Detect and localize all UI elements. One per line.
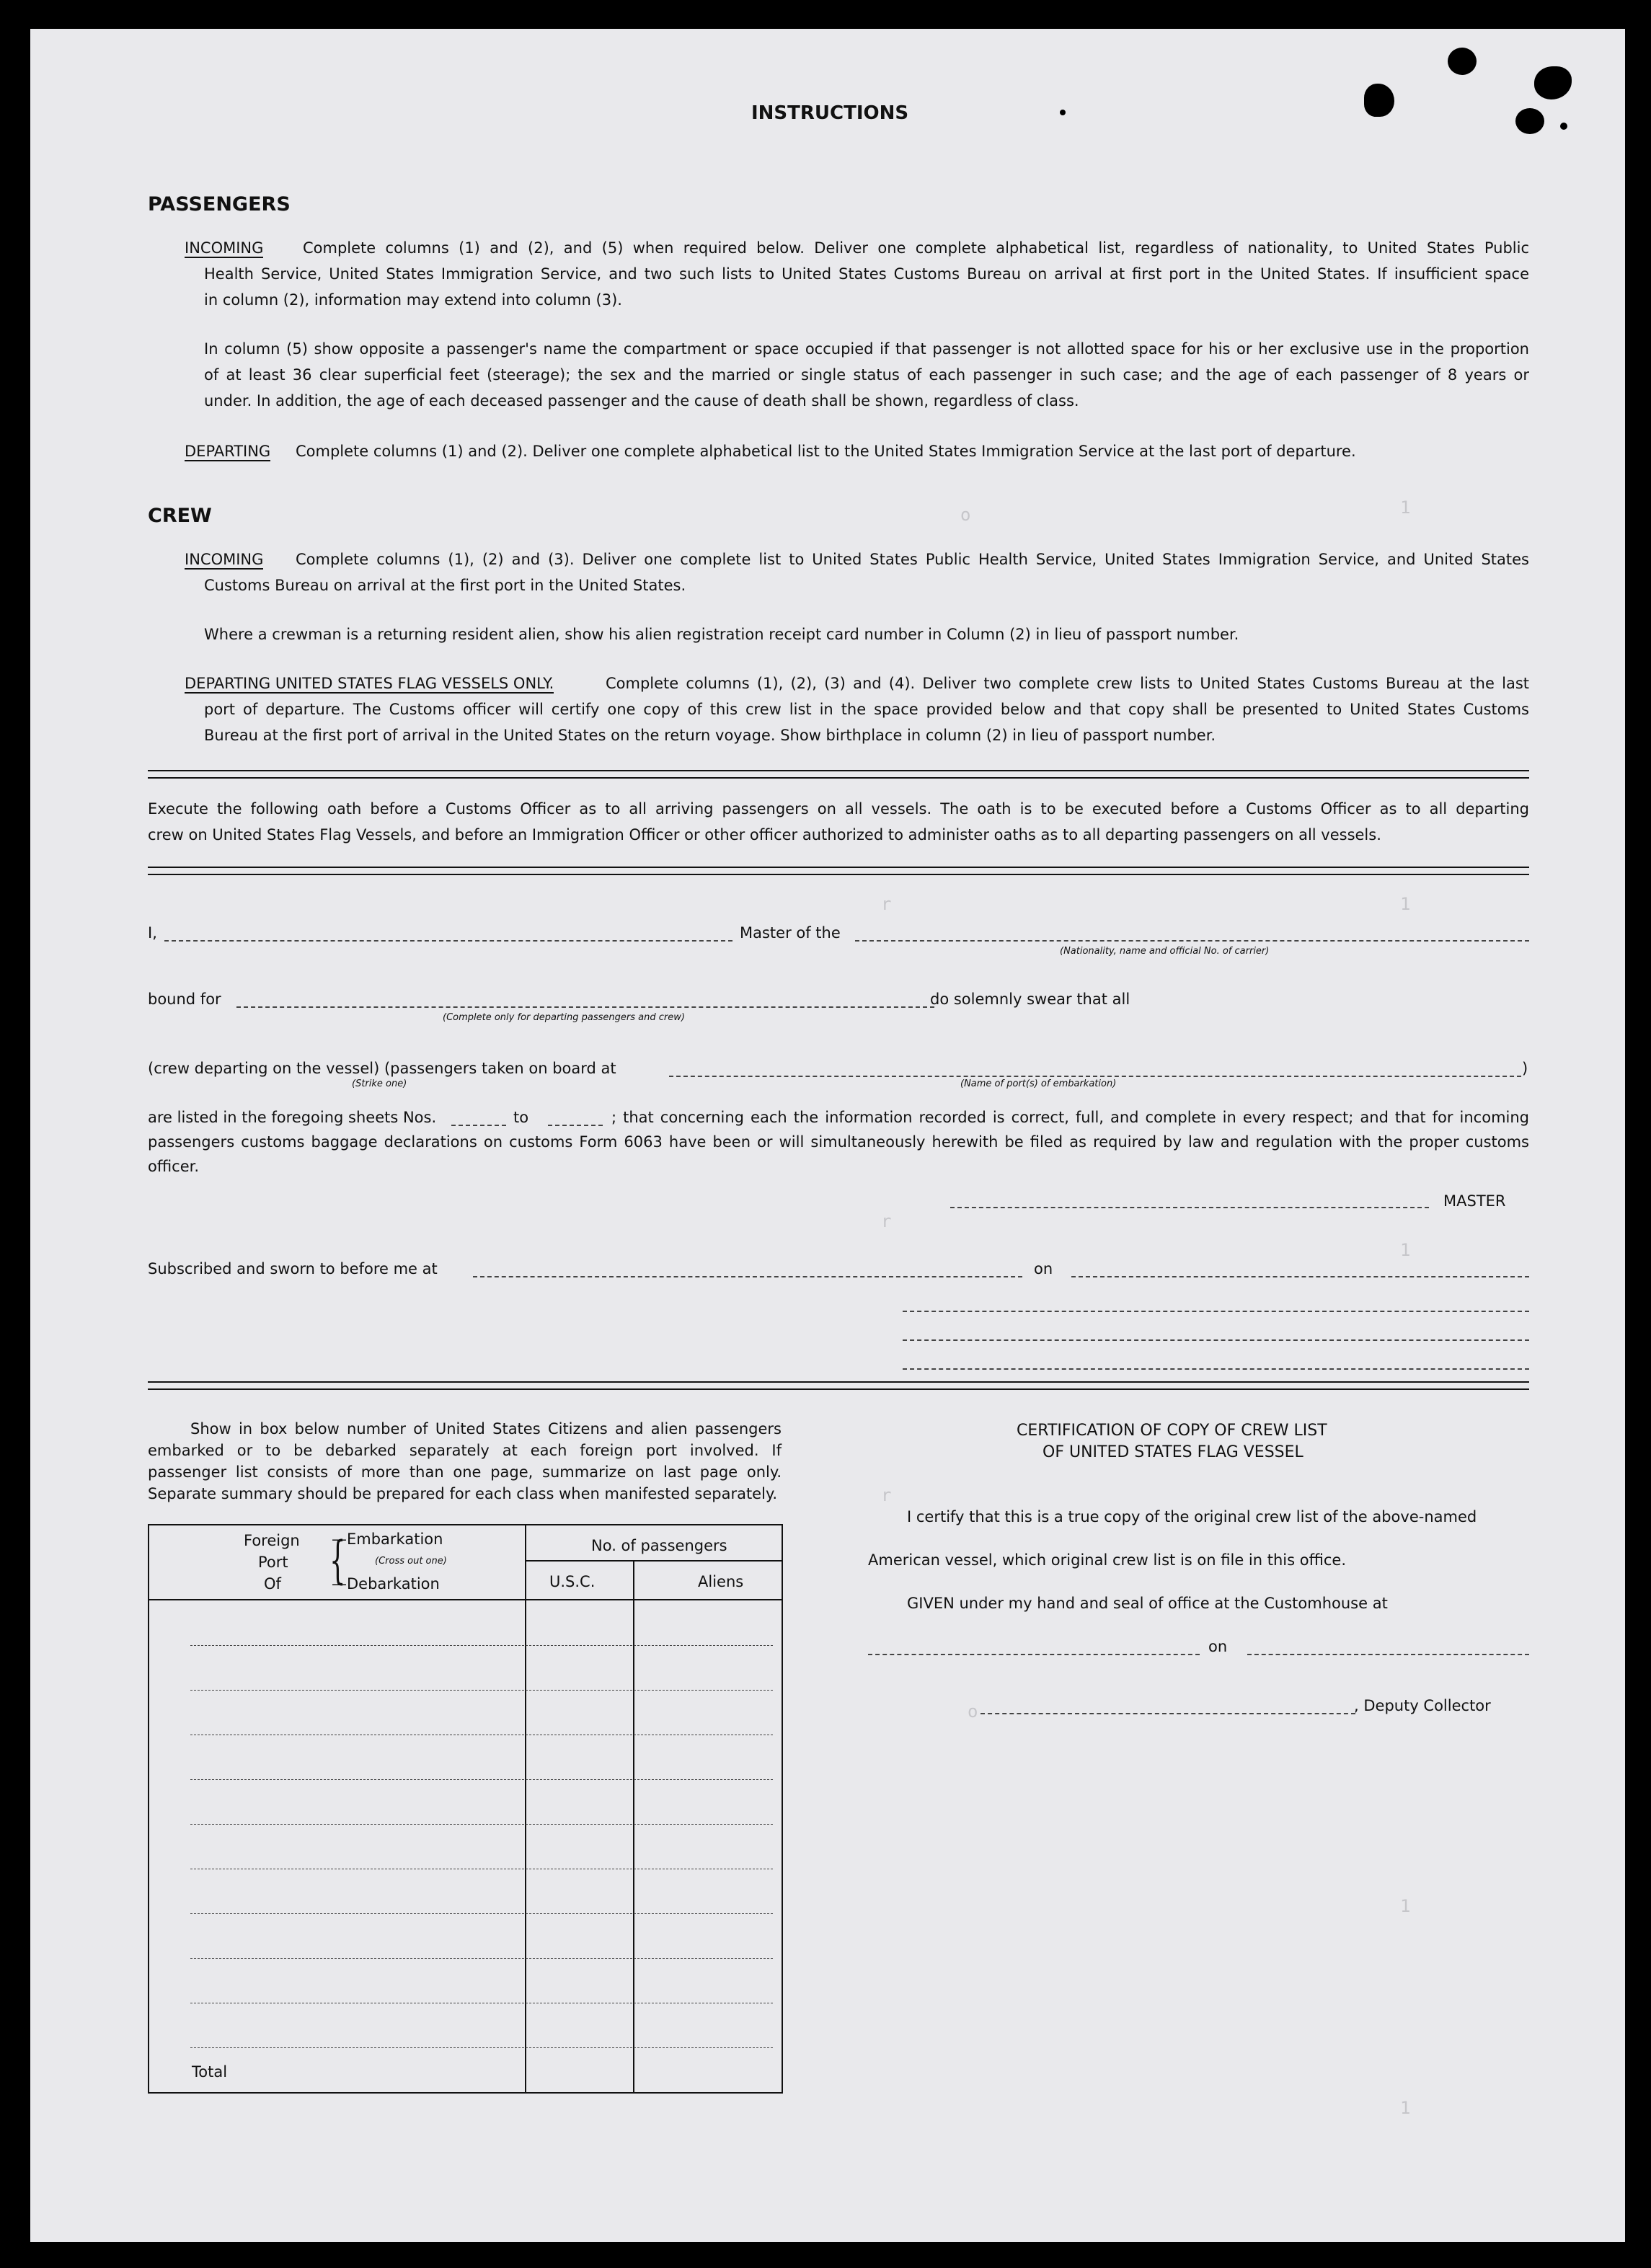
passenger-summary-table bbox=[148, 1524, 783, 2094]
sworn-on-field[interactable] bbox=[1071, 1276, 1529, 1277]
table-cross-out-note: (Cross out one) bbox=[375, 1556, 447, 1567]
crew-incoming-label-text: INCOMING bbox=[185, 551, 264, 568]
section-divider bbox=[148, 1381, 1529, 1390]
ink-blot bbox=[1448, 48, 1477, 75]
crew-departing-label bbox=[185, 670, 554, 696]
bleed-through-mark: r bbox=[881, 894, 892, 914]
section-divider bbox=[148, 867, 1529, 875]
deputy-collector-signature-field[interactable] bbox=[981, 1713, 1355, 1714]
passengers-incoming-line-1: Complete columns (1) and (2), and (5) when required below. Deliver one complete alphabetical list, regardless of nationality, to United States Public bbox=[303, 239, 1529, 257]
bleed-through-mark: 1 bbox=[1400, 1240, 1411, 1260]
crew-departing-label-text: DEPARTING UNITED STATES FLAG VESSELS ONLY. bbox=[185, 675, 554, 692]
ink-blot bbox=[1060, 110, 1066, 115]
table-header-divider bbox=[525, 1560, 782, 1562]
table-debarkation-label: —Debarkation bbox=[332, 1575, 440, 1593]
table-port-label-3: Of bbox=[264, 1575, 281, 1593]
summary-intro-line-1: Show in box below number of United States Citizens and alien passengers bbox=[190, 1420, 782, 1438]
ink-blot bbox=[1515, 108, 1544, 134]
table-row[interactable] bbox=[190, 1690, 773, 1691]
section-divider bbox=[148, 770, 1529, 779]
subscribed-text: Subscribed and sworn to before me at bbox=[148, 1260, 438, 1277]
deputy-collector-label: , Deputy Collector bbox=[1354, 1697, 1491, 1714]
table-row[interactable] bbox=[190, 1824, 773, 1825]
form-page bbox=[30, 29, 1625, 2242]
ink-blot bbox=[1560, 123, 1567, 130]
officer-signature-line-3[interactable] bbox=[903, 1368, 1529, 1370]
sworn-at-field[interactable] bbox=[473, 1276, 1022, 1277]
crew-incoming-line-1: Complete columns (1), (2) and (3). Deliver one complete list to United States Public Health Service, United States Immigration Service, and United States bbox=[296, 551, 1529, 568]
certification-date-field[interactable] bbox=[1247, 1654, 1529, 1655]
oath-note-line-1: Execute the following oath before a Customs Officer as to all arriving passengers on all vessels. The oath is to be executed before a Customs Officer as to all departing bbox=[148, 800, 1529, 818]
ink-blot bbox=[1534, 66, 1572, 99]
customhouse-field[interactable] bbox=[868, 1654, 1200, 1655]
certification-heading-2: OF UNITED STATES FLAG VESSEL bbox=[1043, 1443, 1303, 1461]
table-no-passengers-header: No. of passengers bbox=[591, 1537, 727, 1554]
table-brace-icon: { bbox=[329, 1531, 346, 1590]
close-paren: ) bbox=[1522, 1060, 1528, 1077]
carrier-field[interactable] bbox=[855, 940, 1529, 942]
crew-incoming-line-2: Customs Bureau on arrival at the first port in the United States. bbox=[204, 577, 686, 594]
table-header-divider bbox=[149, 1599, 782, 1600]
crew-departing-line-2: port of departure. The Customs officer will certify one copy of this crew list in the space provided below and that copy shall be presented to United States Customs bbox=[204, 701, 1529, 718]
column5-line-3: under. In addition, the age of each deceased passenger and the cause of death shall be shown, regardless of class. bbox=[204, 392, 1079, 409]
passengers-departing-text: Complete columns (1) and (2). Deliver one complete alphabetical list to the United States Immigration Service at the last port of departure. bbox=[296, 443, 1356, 460]
table-row[interactable] bbox=[190, 1779, 773, 1780]
sheet-from-field[interactable] bbox=[451, 1125, 506, 1126]
passengers-incoming-line-3: in column (2), information may extend into column (3). bbox=[204, 291, 622, 309]
listed-text-b: ; that concerning each the information recorded is correct, full, and complete in every respect; and that for incoming bbox=[611, 1109, 1529, 1126]
sworn-on-label: on bbox=[1034, 1260, 1053, 1277]
summary-intro-line-3: passenger list consists of more than one page, summarize on last page only. bbox=[148, 1463, 782, 1481]
table-row[interactable] bbox=[190, 1645, 773, 1646]
crew-incoming-label bbox=[185, 546, 263, 572]
officer-text: officer. bbox=[148, 1158, 199, 1175]
summary-intro-line-4: Separate summary should be prepared for each class when manifested separately. bbox=[148, 1485, 778, 1502]
officer-signature-line-2[interactable] bbox=[903, 1339, 1529, 1341]
crew-departing-line-1: Complete columns (1), (2), (3) and (4). Deliver two complete crew lists to United States Customs Bureau at the last bbox=[606, 675, 1529, 692]
crew-departing-text: (crew departing on the vessel) (passengers taken on board at bbox=[148, 1060, 616, 1077]
summary-intro-line-2: embarked or to be debarked separately at each foreign port involved. If bbox=[148, 1442, 782, 1459]
embarkation-port-field[interactable] bbox=[669, 1076, 1521, 1077]
passengers-heading: PASSENGERS bbox=[148, 193, 291, 216]
passengers-incoming-label bbox=[185, 235, 263, 261]
column5-line-2: of at least 36 clear superficial feet (steerage); the sex and the married or single status of each passenger in such case; and the age of each passenger of 8 years or bbox=[204, 366, 1529, 384]
given-text: GIVEN under my hand and seal of office at the Customhouse at bbox=[907, 1595, 1388, 1612]
ink-blot bbox=[1364, 84, 1394, 117]
column5-line-1: In column (5) show opposite a passenger's name the compartment or space occupied if that passenger is not allotted space for his or her exclusive use in the proportion bbox=[204, 340, 1529, 358]
listed-text-a: are listed in the foregoing sheets Nos. bbox=[148, 1109, 437, 1126]
listed-to-text: to bbox=[513, 1109, 529, 1126]
bleed-through-mark: r bbox=[881, 1211, 892, 1231]
table-column-divider bbox=[633, 1560, 634, 2092]
bleed-through-mark: o bbox=[968, 1701, 978, 1722]
certify-line-1: I certify that this is a true copy of the original crew list of the above-named bbox=[907, 1508, 1477, 1525]
crew-departing-line-3: Bureau at the first port of arrival in the United States on the return voyage. Show birthplace in column (2) in lieu of passport number. bbox=[204, 727, 1216, 744]
master-of-the-label: Master of the bbox=[740, 924, 841, 942]
passengers-incoming-label-text: INCOMING bbox=[185, 239, 264, 257]
oath-i-label: I, bbox=[148, 924, 157, 942]
complete-only-note: (Complete only for departing passengers and crew) bbox=[443, 1012, 685, 1023]
table-total-label: Total bbox=[192, 2063, 228, 2081]
officer-signature-line-1[interactable] bbox=[903, 1311, 1529, 1312]
table-port-label-1: Foreign bbox=[244, 1532, 300, 1549]
bleed-through-mark: 1 bbox=[1400, 2098, 1411, 2118]
crew-heading: CREW bbox=[148, 505, 212, 527]
table-aliens-header: Aliens bbox=[698, 1573, 744, 1590]
oath-note-line-2: crew on United States Flag Vessels, and before an Immigration Officer or other officer authorized to administer oaths as to all departing passengers on all vessels. bbox=[148, 826, 1381, 843]
crew-resident-alien-text: Where a crewman is a returning resident alien, show his alien registration receipt card number in Column (2) in lieu of passport number. bbox=[204, 626, 1239, 643]
table-embarkation-label: —Embarkation bbox=[332, 1531, 443, 1548]
master-name-field[interactable] bbox=[164, 940, 732, 942]
table-row[interactable] bbox=[190, 1913, 773, 1914]
master-label: MASTER bbox=[1443, 1192, 1506, 1210]
bleed-through-mark: o bbox=[960, 505, 971, 525]
ports-note: (Name of port(s) of embarkation) bbox=[960, 1078, 1117, 1089]
passengers-departing-label-text: DEPARTING bbox=[185, 443, 271, 460]
bleed-through-mark: 1 bbox=[1400, 1896, 1411, 1916]
table-row[interactable] bbox=[190, 2047, 773, 2048]
table-port-label-2: Port bbox=[258, 1554, 288, 1571]
sheet-to-field[interactable] bbox=[548, 1125, 603, 1126]
bound-for-field[interactable] bbox=[236, 1006, 934, 1008]
page-title: INSTRUCTIONS bbox=[751, 102, 909, 124]
passengers-departing-label bbox=[185, 438, 270, 464]
certify-line-2: American vessel, which original crew list is on file in this office. bbox=[868, 1551, 1347, 1569]
certification-on-label: on bbox=[1208, 1638, 1228, 1655]
nationality-note: (Nationality, name and official No. of carrier) bbox=[1060, 946, 1270, 957]
certification-heading-1: CERTIFICATION OF COPY OF CREW LIST bbox=[1017, 1422, 1327, 1440]
solemnly-swear-text: do solemnly swear that all bbox=[930, 991, 1130, 1008]
table-row[interactable] bbox=[190, 1958, 773, 1959]
bleed-through-mark: r bbox=[881, 1485, 892, 1505]
bleed-through-mark: 1 bbox=[1400, 894, 1411, 914]
master-signature-field[interactable] bbox=[950, 1207, 1429, 1208]
passengers-incoming-line-2: Health Service, United States Immigration Service, and two such lists to United States Customs Bureau on arrival at first port in the United States. If insufficient space bbox=[204, 265, 1529, 283]
baggage-line: passengers customs baggage declarations on customs Form 6063 have been or will simultaneously herewith be filed as required by law and regulation with the proper customs bbox=[148, 1133, 1529, 1151]
bound-for-label: bound for bbox=[148, 991, 221, 1008]
table-column-divider bbox=[525, 1525, 526, 2092]
strike-one-note: (Strike one) bbox=[352, 1078, 407, 1089]
table-usc-header: U.S.C. bbox=[549, 1573, 596, 1590]
bleed-through-mark: 1 bbox=[1400, 497, 1411, 518]
